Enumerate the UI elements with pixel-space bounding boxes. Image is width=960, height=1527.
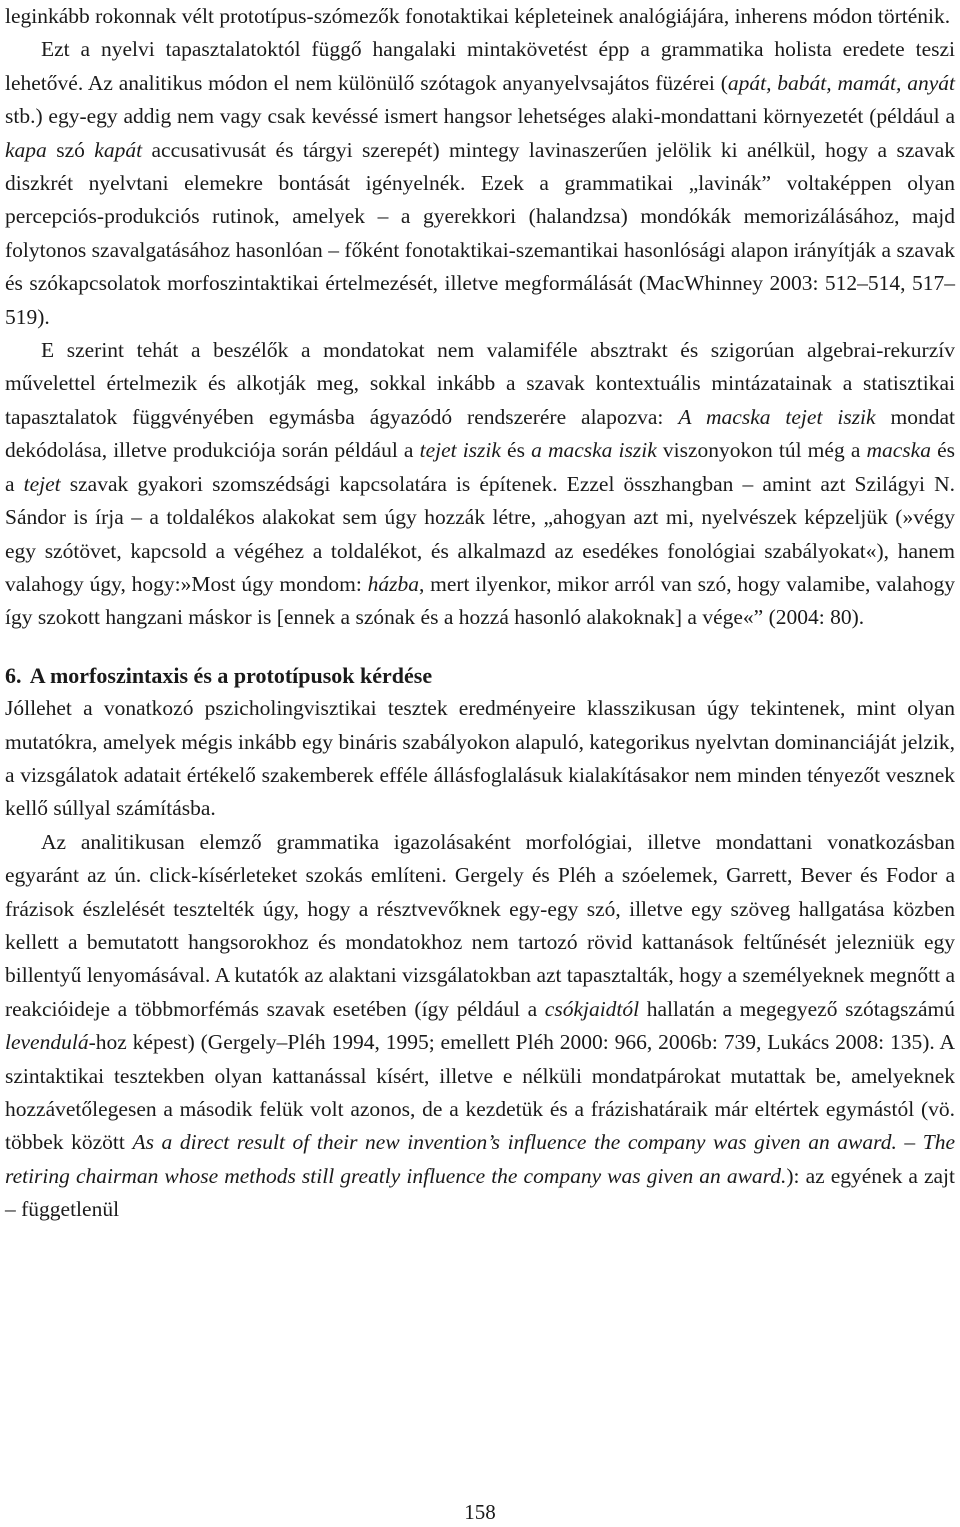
text-run: Jóllehet a vonatkozó pszicholingvisztikai tesztek eredményeire klasszikusan úgy tekintenek, mint olyan mutatókra, amelyek mégis inkább egy bináris szabályokon alapuló, kategorikus nyelvtan dominanciáját jelzik, a vizsgálatok adatait értékelő szakemberek efféle állásfoglalásuk kialakításakor nem minden tényezőt vesznek kellő súllyal számításba. xyxy=(5,696,955,821)
text-run: stb.) egy-egy addig nem vagy csak kevéssé ismert hangsor lehetséges alaki-mondattani környezetét (például a xyxy=(5,104,955,129)
text-run: szavak gyakori szomszédsági kapcsolatára is építenek. Ezzel összhangban – amint azt Szilágyi N. Sándor is írja – a toldalékos alakokat sem úgy hozzák létre, „ahogyan azt mi, nyelvészek képzeljük (»végy egy szótövet, kapcsold a végéhez a toldalékot, és alkalmazd az esedékes fonológiai szabályokat«), hanem valahogy úgy, hogy:»Most úgy mondom: xyxy=(5,471,955,596)
italic-run: kapa xyxy=(5,137,47,162)
text-run: , mert ilyenkor, mikor arról van szó, hogy valamibe, valahogy így szokott hangzani máskor is [ennek a szónak és a hozzá hasonló alakoknak] a vége«” (2004: 80). xyxy=(5,571,955,630)
italic-run: As a direct result of their new invention’s influence the company was given an award. – The retiring chairman whose methods still greatly influence the company was given an award. xyxy=(5,1130,955,1188)
italic-run: tejet xyxy=(23,471,61,496)
italic-run: a macska iszik xyxy=(531,438,657,463)
text-run: és xyxy=(500,438,532,463)
italic-run: tejet iszik xyxy=(419,438,501,463)
text-run: -hoz képest) (Gergely–Pléh 1994, 1995; emellett Pléh 2000: 966, 2006b: 739, Lukács 2008: 135). A szintaktikai tesztekben olyan kattanással kísért, illetve e nélküli mondatpárokat mutattak be, amelyeknek hozzávetőlegesen a második felük volt azonos, de a kezdetük és a frázishatáraik már eltértek egymástól (vö. többek között xyxy=(5,1030,955,1155)
paragraph-p4 xyxy=(5,692,955,826)
italic-run: apát, babát, mamát, anyát xyxy=(727,70,955,95)
section-heading xyxy=(5,659,955,692)
text-run: Ezt a nyelvi tapasztalatoktól függő hangalaki mintakövetést épp a grammatika holista eredete teszi lehetővé. Az analitikus módon el nem különülő szótagok anyanyelvsajátos füzérei ( xyxy=(5,37,955,95)
document-page xyxy=(5,0,955,1227)
text-run: leginkább rokonnak vélt prototípus-szómezők fonotaktikai képleteinek analógiájára, inherens módon történik. xyxy=(5,4,951,28)
text-run: Az analitikusan elemző grammatika igazolásaként morfológiai, illetve mondattani vonatkozásban egyaránt az ún. click-kísérleteket szokás említeni. Gergely és Pléh a szóelemek, Garrett, Bever és Fodor a frázisok észlelését tesztelték úgy, hogy a résztvevőknek egy-egy szó, illetve egy szöveg hallgatása közben kellett a bemutatott hangsorokhoz és mondatokhoz nem tartozó rövid kattanások feltűnését jelezniük egy billentyű lenyomásával. A kutatók az alaktani vizsgálatokban azt tapasztalták, hogy a személyeknek megnőtt a reakcióideje a többmorfémás szavak esetében (így például a xyxy=(5,829,955,1021)
italic-run: A macska tejet iszik xyxy=(678,404,876,429)
text-run: mondat dekódolása, illetve produkciója során például a xyxy=(5,404,955,463)
text-run: viszonyokon túl még a xyxy=(656,438,867,463)
paragraph-p1 xyxy=(5,0,955,33)
text-run: hallatán a megegyező szótagszámú xyxy=(639,996,955,1021)
italic-run: levendulá xyxy=(5,1030,89,1055)
section-title: A morfoszintaxis és a prototípusok kérdése xyxy=(29,662,433,688)
paragraph-p3 xyxy=(5,334,955,635)
text-run: és a xyxy=(5,438,955,496)
text-run: E szerint tehát a beszélők a mondatokat nem valamiféle absztrakt és szigorúan algebrai-rekurzív művelettel értelmezik és alkotják meg, sokkal inkább a szavak kontextuális mintázatainak a statisztikai tapasztalatok függvényében egymásba ágyazódó rendszerére alapozva: xyxy=(5,338,955,429)
paragraph-p5 xyxy=(5,826,955,1227)
paragraph-p2 xyxy=(5,33,955,334)
body-text-top xyxy=(5,0,955,635)
text-run: accusativusát és tárgyi szerepét) mintegy lavinaszerűen jelölik ki anélkül, hogy a szavak diszkrét nyelvtani elemekre bontását igényelnék. Ezek a grammatikai „lavinák” voltaképpen olyan percepciós-produkciós rutinok, amelyek – a gyerekkori (halandzsa) mondókák memorizálásához, majd folytonos szavalgatásához hasonlóan – főként fonotaktikai-szemantikai hasonlósági alapon irányítják a szavak és szókapcsolatok morfoszintaktikai értelmezését, illetve megformálását (MacWhinney 2003: 512–514, 517–519). xyxy=(5,137,955,329)
italic-run: csókjaidtól xyxy=(544,996,640,1021)
italic-run: kapát xyxy=(94,137,143,162)
body-text-bottom xyxy=(5,692,955,1227)
section-number: 6. xyxy=(5,662,22,688)
italic-run: házba xyxy=(367,571,419,596)
text-run: ): az egyének a zajt – függetlenül xyxy=(5,1163,956,1222)
text-run: szó xyxy=(46,137,95,162)
italic-run: macska xyxy=(866,438,931,463)
page-number: 158 xyxy=(464,1500,496,1524)
